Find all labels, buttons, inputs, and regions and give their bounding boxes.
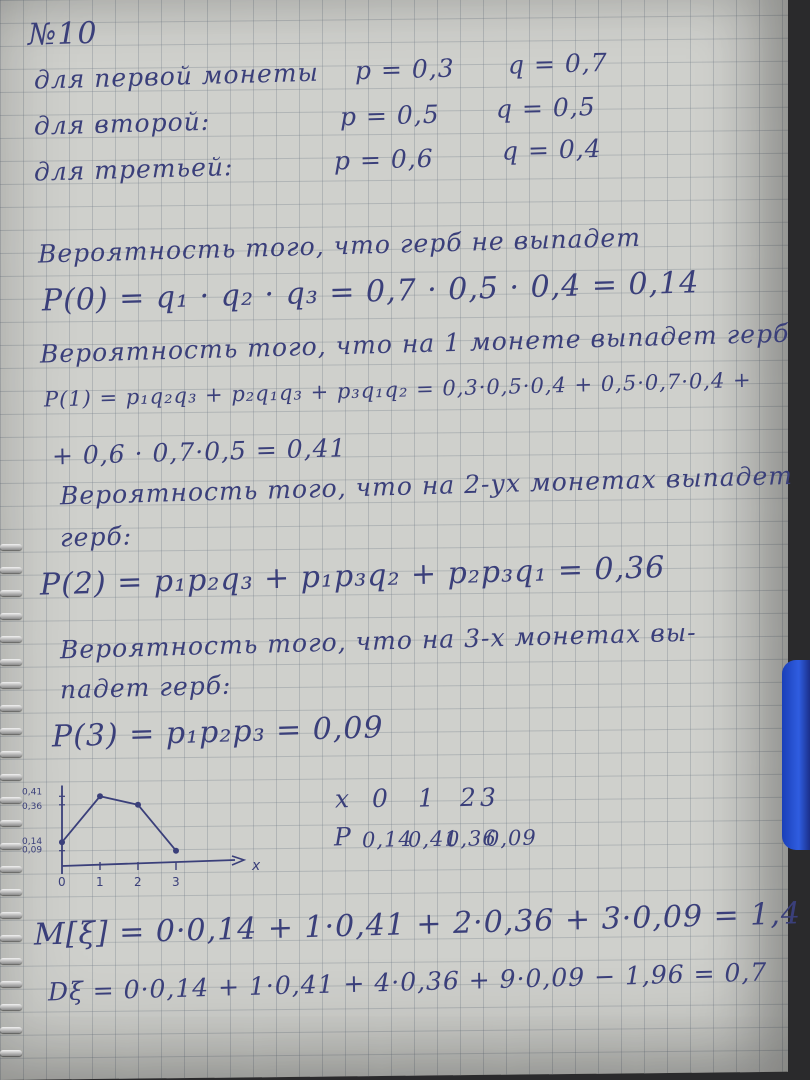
spiral-ring — [0, 636, 22, 642]
chart-layer — [22, 786, 260, 890]
step2-heading-b: герб: — [59, 521, 133, 553]
y-tick-label: 0,41 — [22, 787, 43, 798]
data-point — [97, 793, 103, 799]
blue-object-edge — [782, 660, 810, 850]
coin-3-p: p = 0,6 — [333, 143, 434, 176]
step1-formula-a: P(1) = p₁q₂q₃ + p₂q₁q₃ + p₃q₁q₂ = 0,3·0,5·0,4 + 0,5·0,7·0,4 + — [43, 367, 752, 412]
problem-number: №10 — [27, 15, 98, 53]
dist-p-label: P — [333, 822, 353, 852]
spiral-ring — [0, 958, 22, 964]
spiral-ring — [0, 659, 22, 665]
step2-formula: P(2) = p₁p₂q₃ + p₁p₃q₂ + p₂p₃q₁ = 0,36 — [39, 550, 666, 603]
step0-heading: Вероятность того, что герб не выпадет — [37, 222, 642, 269]
step2-heading-a: Вероятность того, что на 2-ух монетах выпадет — [59, 460, 794, 511]
spiral-ring — [0, 590, 22, 596]
dist-x-3: 3 — [479, 782, 498, 812]
x-axis — [62, 860, 235, 866]
spiral-ring — [0, 751, 22, 757]
step1-formula-b: + 0,6 · 0,7·0,5 = 0,41 — [51, 433, 347, 471]
step3-formula: P(3) = p₁p₂p₃ = 0,09 — [51, 710, 384, 755]
spiral-ring — [0, 1050, 22, 1056]
coin-3-q: q = 0,4 — [501, 133, 602, 166]
coin-2-p: p = 0,5 — [339, 99, 440, 132]
y-tick-label: 0,09 — [22, 845, 43, 856]
data-point — [135, 802, 141, 808]
spiral-ring — [0, 1004, 22, 1010]
x-tick-label: 0 — [58, 875, 66, 889]
spiral-ring — [0, 544, 22, 550]
x-tick-label: 2 — [134, 875, 142, 889]
coin-3-label: для третьей: — [33, 152, 234, 187]
variance-formula: Dξ = 0·0,14 + 1·0,41 + 4·0,36 + 9·0,09 − 1,96 = 0,7 — [47, 957, 768, 1007]
dist-p-1: 0,41 — [407, 826, 459, 852]
spiral-ring — [0, 797, 22, 803]
spiral-ring — [0, 935, 22, 941]
dist-p-0: 0,14 — [361, 826, 413, 853]
spiral-ring — [0, 682, 22, 688]
step3-heading-b: падет герб: — [59, 670, 232, 705]
series-line — [62, 796, 176, 850]
coin-2-label: для второй: — [33, 106, 211, 141]
spiral-ring — [0, 728, 22, 734]
spiral-ring — [0, 613, 22, 619]
spiral-ring — [0, 981, 22, 987]
spiral-ring — [0, 567, 22, 573]
coin-1-q: q = 0,7 — [507, 47, 608, 80]
step1-heading: Вероятность того, что на 1 монете выпадет герб — [39, 318, 790, 369]
data-point — [173, 848, 179, 854]
spiral-ring — [0, 705, 22, 711]
distribution-polygon-chart — [20, 770, 260, 900]
dist-x-0: 0 — [371, 783, 390, 814]
spiral-ring — [0, 843, 22, 849]
spiral-ring — [0, 866, 22, 872]
step3-heading-a: Вероятность того, что на 3-х монетах вы- — [59, 617, 697, 665]
notebook-spiral-binding — [0, 540, 26, 1080]
coin-2-q: q = 0,5 — [495, 92, 596, 124]
dist-x-label: x — [334, 784, 351, 814]
dist-p-3: 0,09 — [485, 825, 537, 851]
spiral-ring — [0, 1027, 22, 1033]
dist-x-2: 2 — [459, 782, 478, 813]
spiral-ring — [0, 774, 22, 780]
spiral-ring — [0, 889, 22, 895]
x-tick-label: 1 — [96, 875, 104, 889]
dist-x-1: 1 — [417, 783, 436, 813]
dist-p-2: 0,36 — [445, 825, 497, 852]
y-tick-label: 0,36 — [22, 801, 43, 812]
coin-1-label: для первой монеты — [33, 57, 320, 95]
y-tick-label: 0,14 — [22, 837, 43, 848]
step0-formula: P(0) = q₁ · q₂ · q₃ = 0,7 · 0,5 · 0,4 = 0,14 — [41, 265, 700, 319]
spiral-ring — [0, 820, 22, 826]
x-tick-label: 3 — [172, 875, 180, 889]
spiral-ring — [0, 912, 22, 918]
x-axis-label: x — [252, 858, 260, 874]
expectation-formula: M[ξ] = 0·0,14 + 1·0,41 + 2·0,36 + 3·0,09 = 1,4 — [33, 896, 802, 953]
coin-1-p: p = 0,3 — [354, 53, 455, 86]
